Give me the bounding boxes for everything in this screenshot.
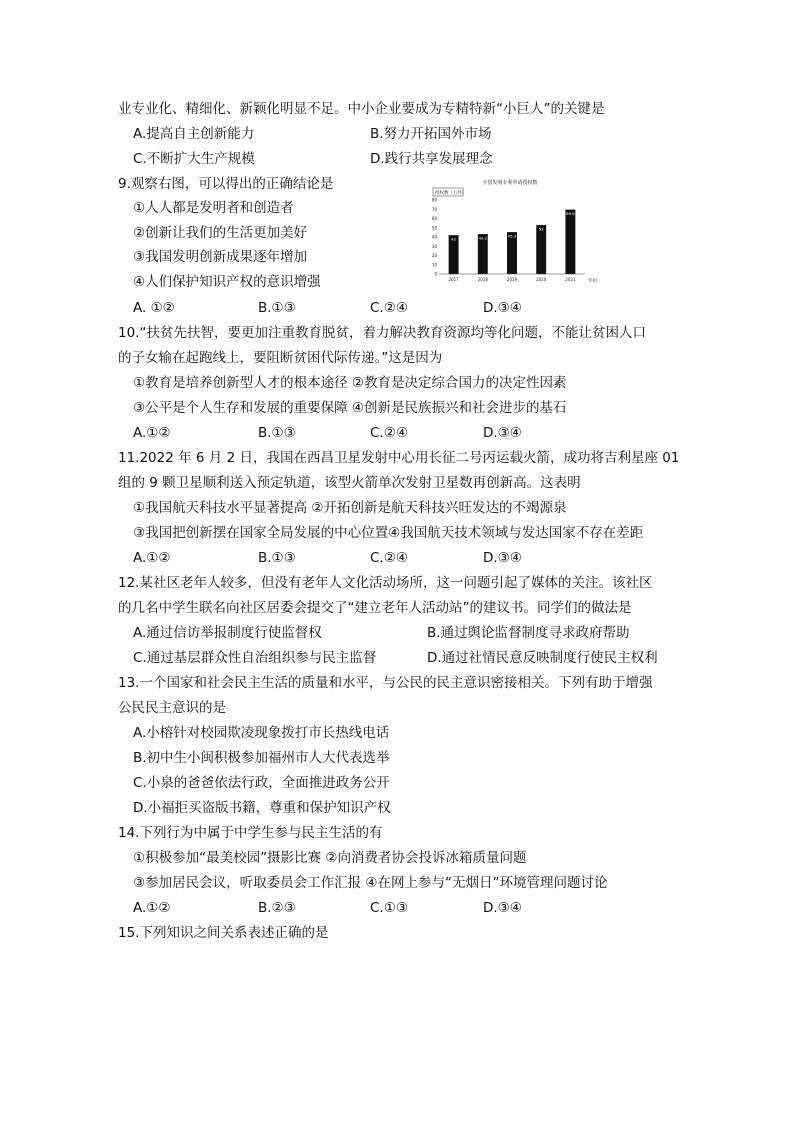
- q14-option-a: A.①②: [133, 900, 171, 916]
- q8-option-d: D.践行共享发展理念: [370, 151, 493, 167]
- q9-stem: 9.观察右图，可以得出的正确结论是: [118, 176, 334, 192]
- q14-option-d: D.③④: [483, 900, 522, 916]
- chart-y-tick-4: 40: [431, 234, 437, 240]
- q15-stem: 15.下列知识之间关系表述正确的是: [118, 925, 329, 941]
- q11-items-line2: ③我国把创新摆在国家全局发展的中心位置④我国航天技术领域与发达国家不存在差距: [133, 525, 644, 541]
- chart-x-tick-2021: 2021: [565, 277, 576, 282]
- q12-option-a: A.通过信访举报制度行使监督权: [133, 625, 322, 641]
- q14-items-line1: ①积极参加“最美校园”摄影比赛 ②向消费者协会投诉冰箱质量问题: [133, 850, 527, 866]
- q14-option-b: B.②③: [258, 900, 296, 916]
- q9-option-b: B.①③: [258, 300, 296, 316]
- patent-chart: [425, 176, 605, 286]
- chart-y-tick-0: 0: [434, 271, 437, 277]
- q12-stem-line2: 的几名中学生联名向社区居委会提交了“建立老年人活动站”的建议书。同学们的做法是: [118, 600, 632, 616]
- chart-y-tick-7: 70: [431, 206, 437, 212]
- q11-option-b: B.①③: [258, 550, 296, 566]
- q10-items-line2: ③公平是个人生存和发展的重要保障 ④创新是民族振兴和社会进步的基石: [133, 400, 567, 416]
- q9-option-c: C.②④: [370, 300, 408, 316]
- chart-data-label-2020: 53: [538, 226, 544, 232]
- q13-option-d: D.小福拒买盗版书籍，尊重和保护知识产权: [133, 800, 391, 816]
- chart-x-tick-2017: 2017: [448, 277, 459, 282]
- q13-stem-line1: 13.一个国家和社会民主生活的质量和水平，与公民的民主意识密接相关。下列有助于增强: [118, 675, 653, 691]
- q8-option-c: C.不断扩大生产规模: [133, 151, 255, 167]
- q12-option-c: C.通过基层群众性自治组织参与民主监督: [133, 650, 377, 666]
- q11-option-c: C.②④: [370, 550, 408, 566]
- chart-y-tick-3: 30: [431, 243, 437, 249]
- q13-stem-line2: 公民民主意识的是: [118, 700, 226, 716]
- q9-item-1: ①人人都是发明者和创造者: [133, 200, 294, 216]
- chart-title: 全国发明专利申请授权数: [482, 180, 538, 186]
- q10-stem-line1: 10.“扶贫先扶智，要更加注重教育脱贫，着力解决教育资源均等化问题，不能让贫困人口: [118, 325, 646, 341]
- q10-option-a: A.①②: [133, 425, 171, 441]
- q11-stem-line1: 11.2022 年 6 月 2 日，我国在西昌卫星发射中心用长征二号丙运载火箭，成功将吉利星座 01: [118, 450, 680, 466]
- chart-ylabel: 授权数（万件）: [435, 191, 467, 196]
- chart-x-tick-2019: 2019: [506, 277, 518, 282]
- chart-xlabel: 年份: [588, 279, 597, 284]
- chart-y-axis: [432, 198, 438, 277]
- q11-option-a: A.①②: [133, 550, 171, 566]
- chart-x-tick-2020: 2020: [536, 277, 547, 282]
- q9-option-d: D.③④: [483, 300, 522, 316]
- chart-y-tick-6: 60: [431, 216, 437, 221]
- q10-option-c: C.②④: [370, 425, 408, 441]
- q10-option-d: D.③④: [483, 425, 522, 441]
- chart-data-label-2018: 43.2: [478, 235, 488, 241]
- chart-bar-2020: [536, 225, 546, 274]
- chart-bar-2021: [565, 210, 575, 274]
- chart-data-label-2019: 45.3: [507, 233, 517, 239]
- q12-option-d: D.通过社情民意反映制度行使民主权利: [427, 650, 658, 666]
- q13-option-c: C.小泉的爸爸依法行政，全面推进政务公开: [133, 775, 390, 791]
- q9-option-a: A. ①②: [133, 300, 175, 316]
- chart-x-tick-2018: 2018: [477, 277, 488, 282]
- chart-bars: [449, 210, 576, 274]
- q11-stem-line2: 组的 9 颗卫星顺利送入预定轨道，该型火箭单次发射卫星数再创新高。这表明: [118, 475, 581, 491]
- chart-y-tick-5: 50: [431, 225, 437, 231]
- q8-stem-tail: 业专业化、精细化、新颖化明显不足。中小企业要成为专精特新“小巨人”的关键是: [118, 101, 605, 117]
- chart-x-axis: [439, 274, 585, 282]
- chart-data-label-2021: 69.6: [566, 211, 575, 217]
- q13-option-b: B.初中生小闽积极参加福州市人大代表选举: [133, 750, 390, 766]
- chart-y-tick-1: 10: [431, 262, 437, 268]
- q11-items-line1: ①我国航天科技水平显著提高 ②开拓创新是航天科技兴旺发达的不竭源泉: [133, 500, 567, 516]
- q14-stem: 14.下列行为中属于中学生参与民主生活的有: [118, 825, 383, 841]
- chart-data-label-2017: 42: [451, 236, 457, 242]
- q9-item-3: ③我国发明创新成果逐年增加: [133, 249, 308, 265]
- q13-option-a: A.小榕针对校园欺凌现象拨打市长热线电话: [133, 725, 390, 741]
- q8-option-b: B.努力开拓国外市场: [370, 126, 492, 142]
- chart-y-tick-2: 20: [431, 253, 437, 258]
- q9-item-2: ②创新让我们的生活更加美好: [133, 225, 308, 241]
- q14-option-c: C.①③: [370, 900, 408, 916]
- q10-stem-line2: 的子女输在起跑线上，要阻断贫困代际传递。”这是因为: [118, 350, 443, 366]
- q12-stem-line1: 12.某社区老年人较多，但没有老年人文化活动场所，这一问题引起了媒体的关注。该社区: [118, 575, 653, 591]
- q8-option-a: A.提高自主创新能力: [133, 126, 255, 142]
- q10-items-line1: ①教育是培养创新型人才的根本途径 ②教育是决定综合国力的决定性因素: [133, 375, 567, 391]
- q10-option-b: B.①③: [258, 425, 296, 441]
- q9-item-4: ④人们保护知识产权的意识增强: [133, 274, 321, 290]
- q12-option-b: B.通过舆论监督制度寻求政府帮助: [427, 625, 630, 641]
- q14-items-line2: ③参加居民会议，听取委员会工作汇报 ④在网上参与“无烟日”环境管理问题讨论: [133, 875, 608, 891]
- q11-option-d: D.③④: [483, 550, 522, 566]
- chart-y-tick-8: 80: [431, 197, 437, 203]
